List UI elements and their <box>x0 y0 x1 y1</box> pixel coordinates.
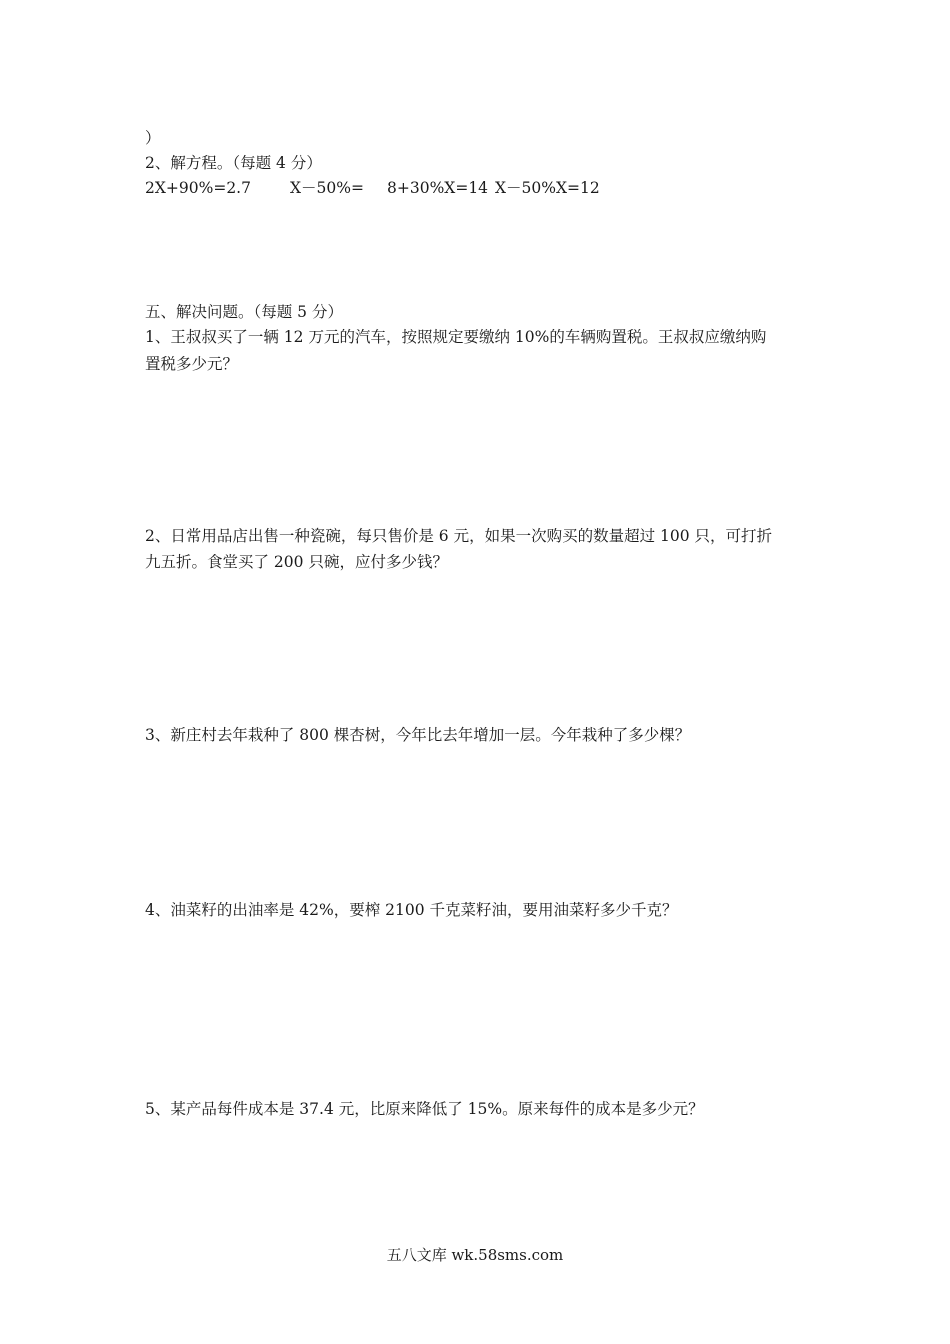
carryover-paren: ） <box>145 129 161 147</box>
problem-1-line-2: 置税多少元？ <box>145 355 239 373</box>
equation-4: X－50%X=12 <box>495 179 600 197</box>
equation-2: X－50%= <box>290 179 364 197</box>
problem-1-line-1: 1、王叔叔买了一辆 12 万元的汽车，按照规定要缴纳 10%的车辆购置税。王叔叔应缴纳购 <box>145 328 767 346</box>
section-2-title: 2、解方程。（每题 4 分） <box>145 154 322 172</box>
problem-4: 4、油菜籽的出油率是 42%，要榨 2100 千克菜籽油，要用油菜籽多少千克？ <box>145 901 678 919</box>
equation-1: 2X+90%=2.7 <box>145 179 251 197</box>
problem-2-line-2: 九五折。食堂买了 200 只碗，应付多少钱？ <box>145 553 448 571</box>
equation-3: 8+30%X=14 <box>387 179 489 197</box>
section-5-title: 五、解决问题。（每题 5 分） <box>145 303 343 321</box>
page-footer: 五八文库 wk.58sms.com <box>386 1246 564 1264</box>
problem-3: 3、新庄村去年栽种了 800 棵杏树，今年比去年增加一层。今年栽种了多少棵？ <box>145 726 691 744</box>
problem-5: 5、某产品每件成本是 37.4 元，比原来降低了 15%。原来每件的成本是多少元？ <box>145 1100 704 1118</box>
problem-2-line-1: 2、日常用品店出售一种瓷碗，每只售价是 6 元，如果一次购买的数量超过 100 只，可打折 <box>145 527 773 545</box>
